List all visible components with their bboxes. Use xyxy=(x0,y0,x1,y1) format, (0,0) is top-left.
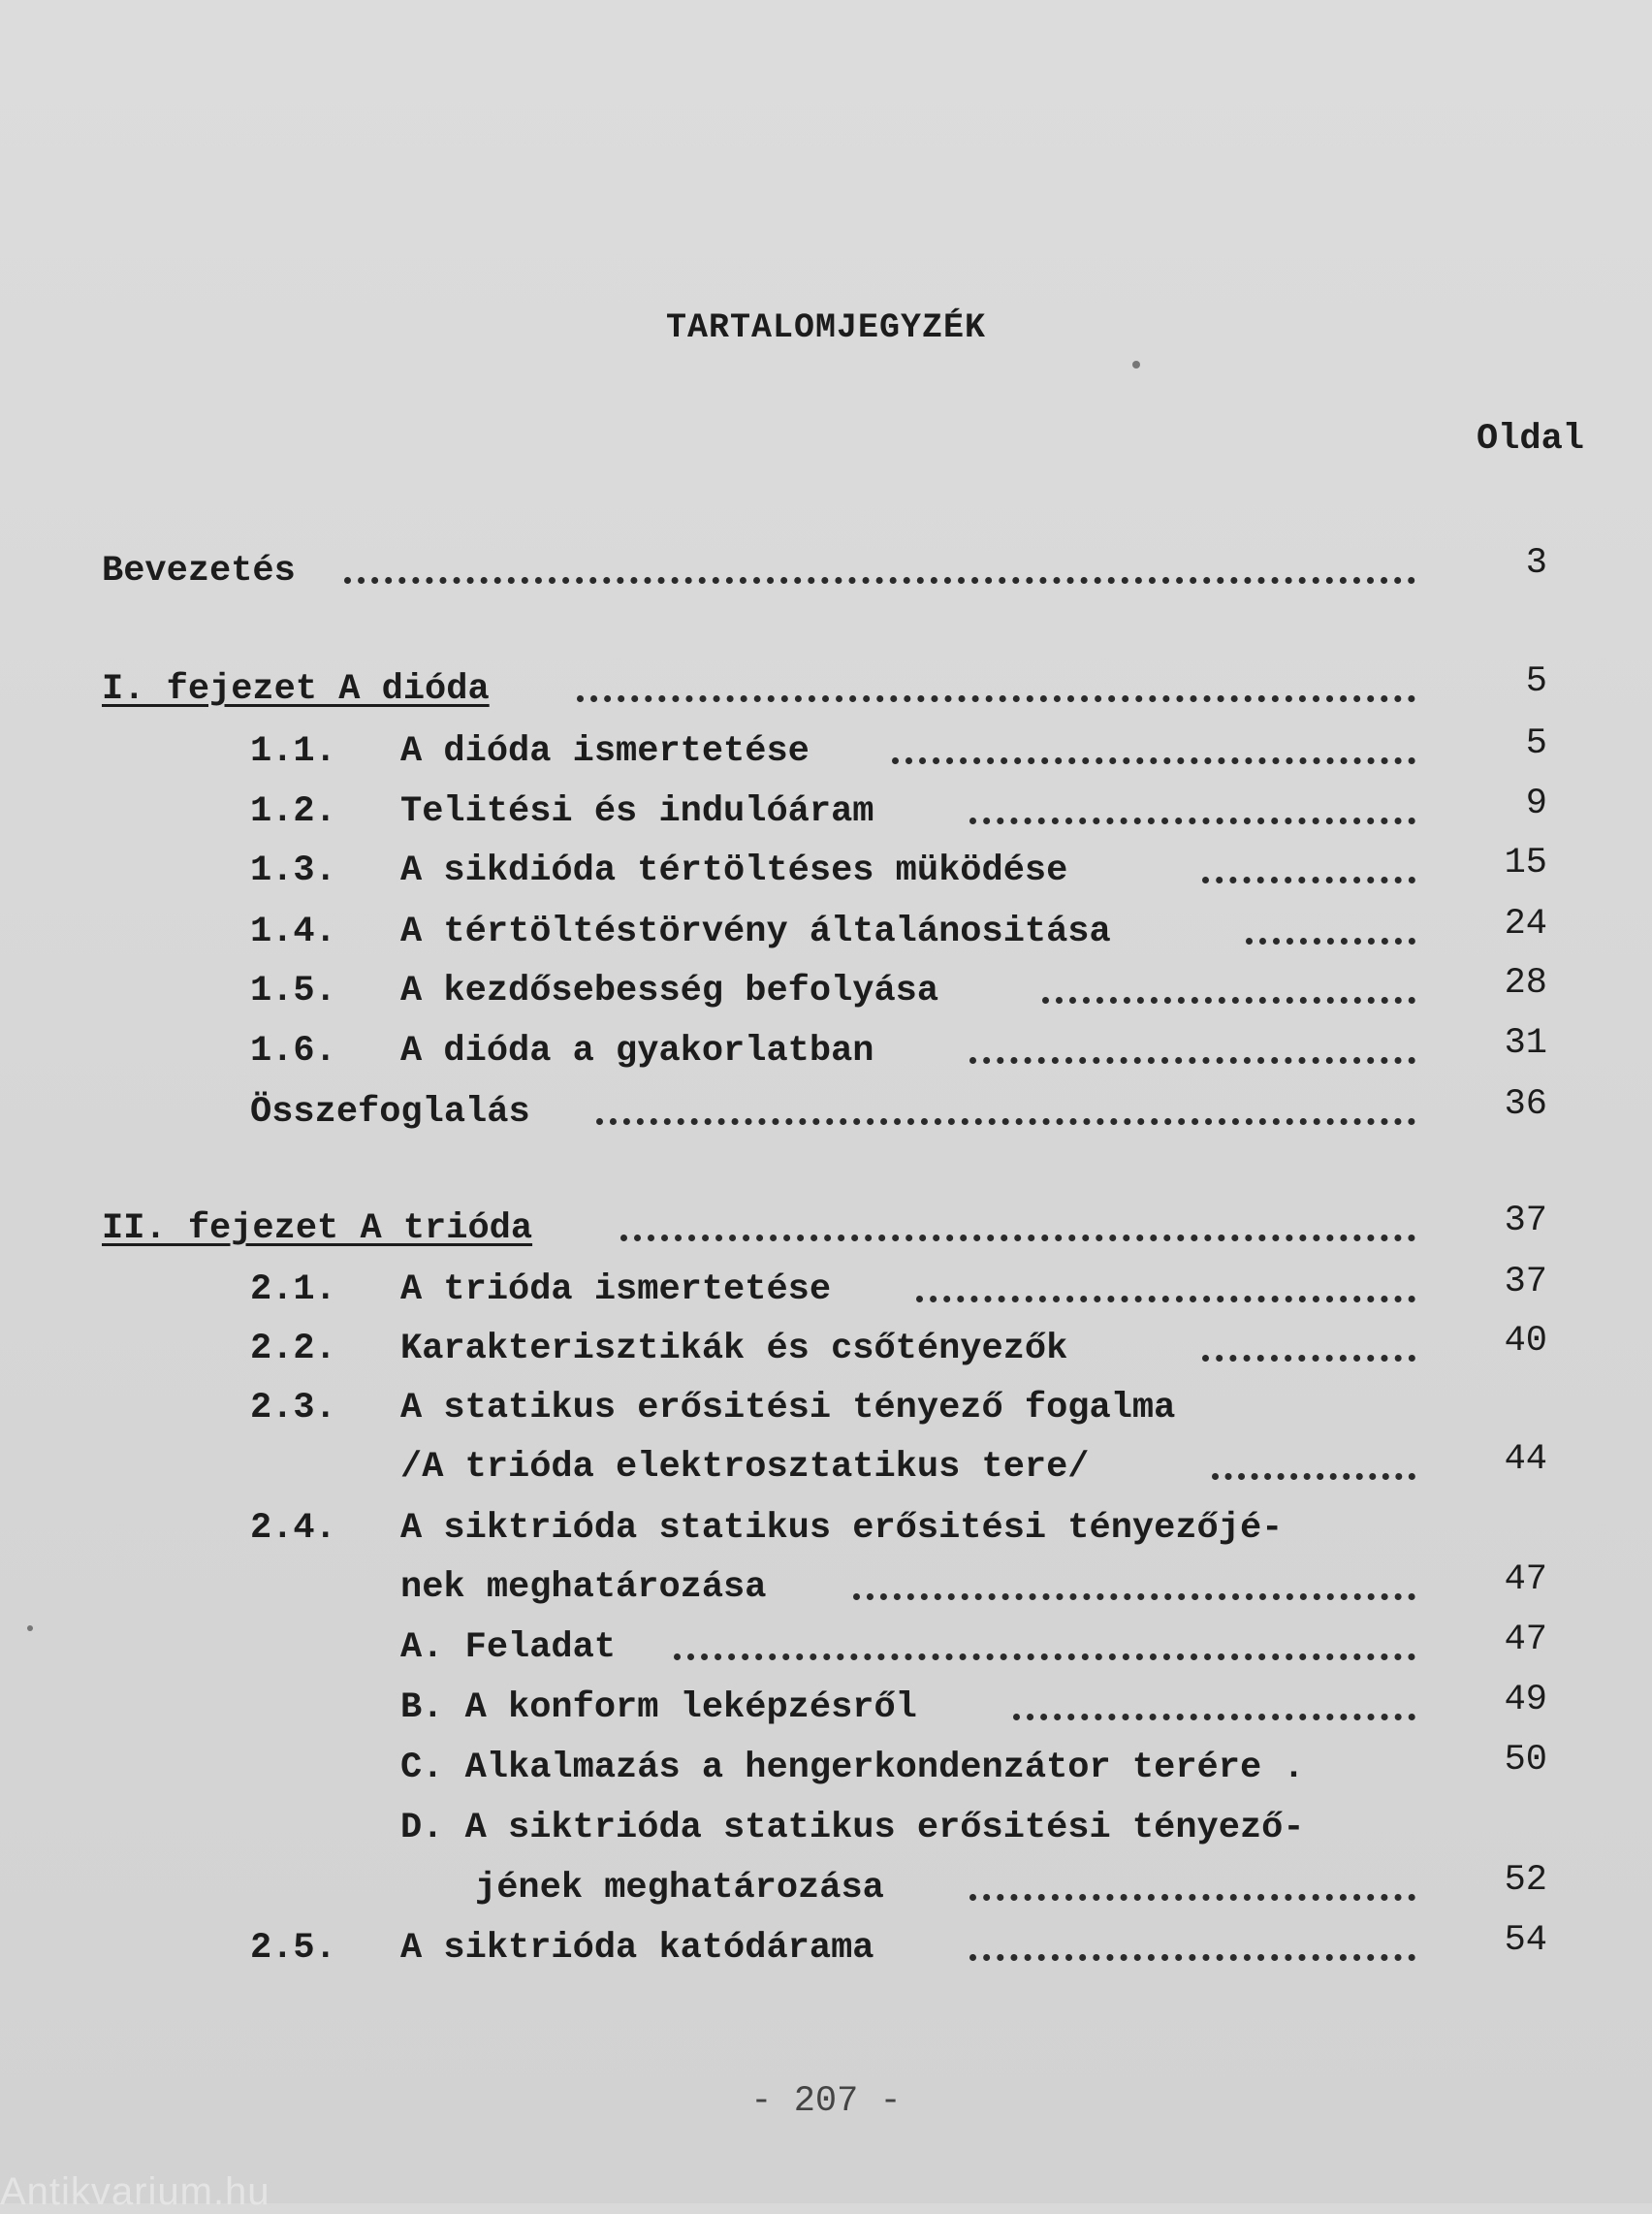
toc-entry-text: nek meghatározása xyxy=(400,1567,767,1608)
toc-page-number: 47 xyxy=(1504,1620,1547,1660)
toc-entry-text: I. fejezet A dióda xyxy=(102,669,490,710)
dot-leader xyxy=(892,716,1415,764)
toc-entry xyxy=(250,955,938,1010)
dot-leader xyxy=(344,535,1415,584)
toc-entry-text: A sikdióda tértöltéses müködése xyxy=(400,850,1068,891)
toc-page-number: 40 xyxy=(1504,1321,1547,1362)
toc-entry xyxy=(250,1313,1067,1367)
dot-leader xyxy=(620,1193,1415,1241)
toc-page-number: 5 xyxy=(1525,661,1547,702)
toc-entry xyxy=(250,1254,831,1308)
toc-entry-number: 2.1. xyxy=(250,1269,336,1310)
toc-entry-text: Összefoglalás xyxy=(250,1092,530,1133)
toc-entry xyxy=(250,835,1067,889)
toc-entry-text: C. Alkalmazás a hengerkondenzátor terére . xyxy=(400,1748,1305,1788)
dot-leader xyxy=(1212,1431,1415,1480)
toc-entry-text: A tértöltéstörvény általánositása xyxy=(400,912,1111,952)
toc-entry xyxy=(250,1492,1283,1547)
toc-subentry xyxy=(400,1792,1305,1846)
toc-entry xyxy=(250,776,874,830)
toc-page-number: 24 xyxy=(1504,904,1547,945)
toc-page-number: 44 xyxy=(1504,1439,1547,1480)
dot-leader xyxy=(853,1552,1415,1600)
toc-subentry xyxy=(400,1612,616,1666)
toc-entry-text: A trióda ismertetése xyxy=(400,1269,832,1310)
toc-entry-text: /A trióda elektrosztatikus tere/ xyxy=(400,1447,1090,1488)
toc-entry-number: 2.3. xyxy=(250,1388,336,1428)
toc-entry-text: A siktrióda katódárama xyxy=(400,1928,874,1969)
toc-entry-text: A statikus erősitési tényező fogalma xyxy=(400,1388,1176,1428)
dot-leader xyxy=(596,1076,1415,1125)
toc-entry-number: 1.5. xyxy=(250,971,336,1011)
toc-page-number: 37 xyxy=(1504,1262,1547,1302)
paper-speck xyxy=(27,1625,33,1631)
dot-leader xyxy=(1013,1672,1415,1720)
toc-entry xyxy=(250,896,1111,950)
toc-entry xyxy=(250,716,810,770)
page-column-header: Oldal xyxy=(1476,419,1584,460)
toc-entry-text: II. fejezet A trióda xyxy=(102,1208,533,1249)
toc-subentry xyxy=(400,1672,917,1726)
toc-entry-text: A. Feladat xyxy=(400,1627,617,1668)
toc-entry-text: B. A konform leképzésről xyxy=(400,1687,917,1728)
toc-page-number: 28 xyxy=(1504,963,1547,1004)
toc-page-number: 36 xyxy=(1504,1084,1547,1125)
toc-page-number: 50 xyxy=(1504,1740,1547,1781)
toc-entry-text: jének meghatározása xyxy=(475,1868,884,1909)
toc-entry-text: A kezdősebesség befolyása xyxy=(400,971,939,1011)
dot-leader xyxy=(1202,835,1415,883)
toc-page-number: 31 xyxy=(1504,1023,1547,1064)
toc-entry-introduction xyxy=(102,535,296,590)
page-title: TARTALOMJEGYZÉK xyxy=(665,308,987,347)
toc-entry-number: 1.1. xyxy=(250,731,336,772)
toc-entry-number: 2.2. xyxy=(250,1329,336,1369)
dot-leader xyxy=(577,654,1415,702)
toc-entry xyxy=(250,1015,874,1070)
dot-leader xyxy=(1246,896,1415,945)
toc-entry-text: A dióda ismertetése xyxy=(400,731,810,772)
toc-page-number: 54 xyxy=(1504,1920,1547,1961)
toc-entry-text: Telitési és indulóáram xyxy=(400,791,874,832)
toc-page-number: 5 xyxy=(1525,723,1547,764)
toc-entry-text: Karakterisztikák és csőtényezők xyxy=(400,1329,1068,1369)
toc-page-number: 49 xyxy=(1504,1680,1547,1720)
toc-page-number: 47 xyxy=(1504,1559,1547,1600)
dot-leader xyxy=(969,776,1415,824)
toc-page-number: 3 xyxy=(1525,543,1547,584)
toc-entry-number: 1.3. xyxy=(250,850,336,891)
dot-leader xyxy=(1202,1313,1415,1362)
dot-leader xyxy=(916,1254,1415,1302)
dot-leader xyxy=(969,1912,1415,1961)
toc-entry xyxy=(250,1912,874,1967)
paper-speck xyxy=(1132,361,1140,369)
toc-entry-text: A dióda a gyakorlatban xyxy=(400,1031,874,1072)
toc-entry-continuation xyxy=(400,1552,766,1606)
toc-chapter-1 xyxy=(102,654,490,708)
toc-page-number: 15 xyxy=(1504,843,1547,883)
toc-entry-continuation xyxy=(400,1431,1090,1486)
dot-leader xyxy=(1042,955,1415,1004)
toc-page-number: 9 xyxy=(1525,784,1547,824)
dot-leader xyxy=(969,1852,1415,1901)
toc-entry-number: 1.4. xyxy=(250,912,336,952)
toc-entry-text: Bevezetés xyxy=(102,551,296,592)
toc-entry-continuation xyxy=(475,1852,884,1907)
toc-page-number: 52 xyxy=(1504,1860,1547,1901)
dot-leader xyxy=(969,1015,1415,1064)
toc-page-number: 37 xyxy=(1504,1201,1547,1241)
toc-chapter-2 xyxy=(102,1193,532,1247)
toc-entry-summary xyxy=(250,1076,530,1131)
watermark: Antikvarium.hu xyxy=(0,2170,270,2213)
toc-entry-text: A siktrióda statikus erősitési tényezőjé- xyxy=(400,1508,1284,1549)
toc-entry-number: 1.2. xyxy=(250,791,336,832)
page-footer-number: - 207 - xyxy=(750,2081,902,2122)
toc-entry-text: D. A siktrióda statikus erősitési tényező- xyxy=(400,1808,1305,1848)
toc-entry-number: 1.6. xyxy=(250,1031,336,1072)
toc-subentry xyxy=(400,1732,1305,1786)
toc-entry-number: 2.5. xyxy=(250,1928,336,1969)
toc-entry-number: 2.4. xyxy=(250,1508,336,1549)
dot-leader xyxy=(674,1612,1415,1660)
toc-entry xyxy=(250,1372,1175,1427)
